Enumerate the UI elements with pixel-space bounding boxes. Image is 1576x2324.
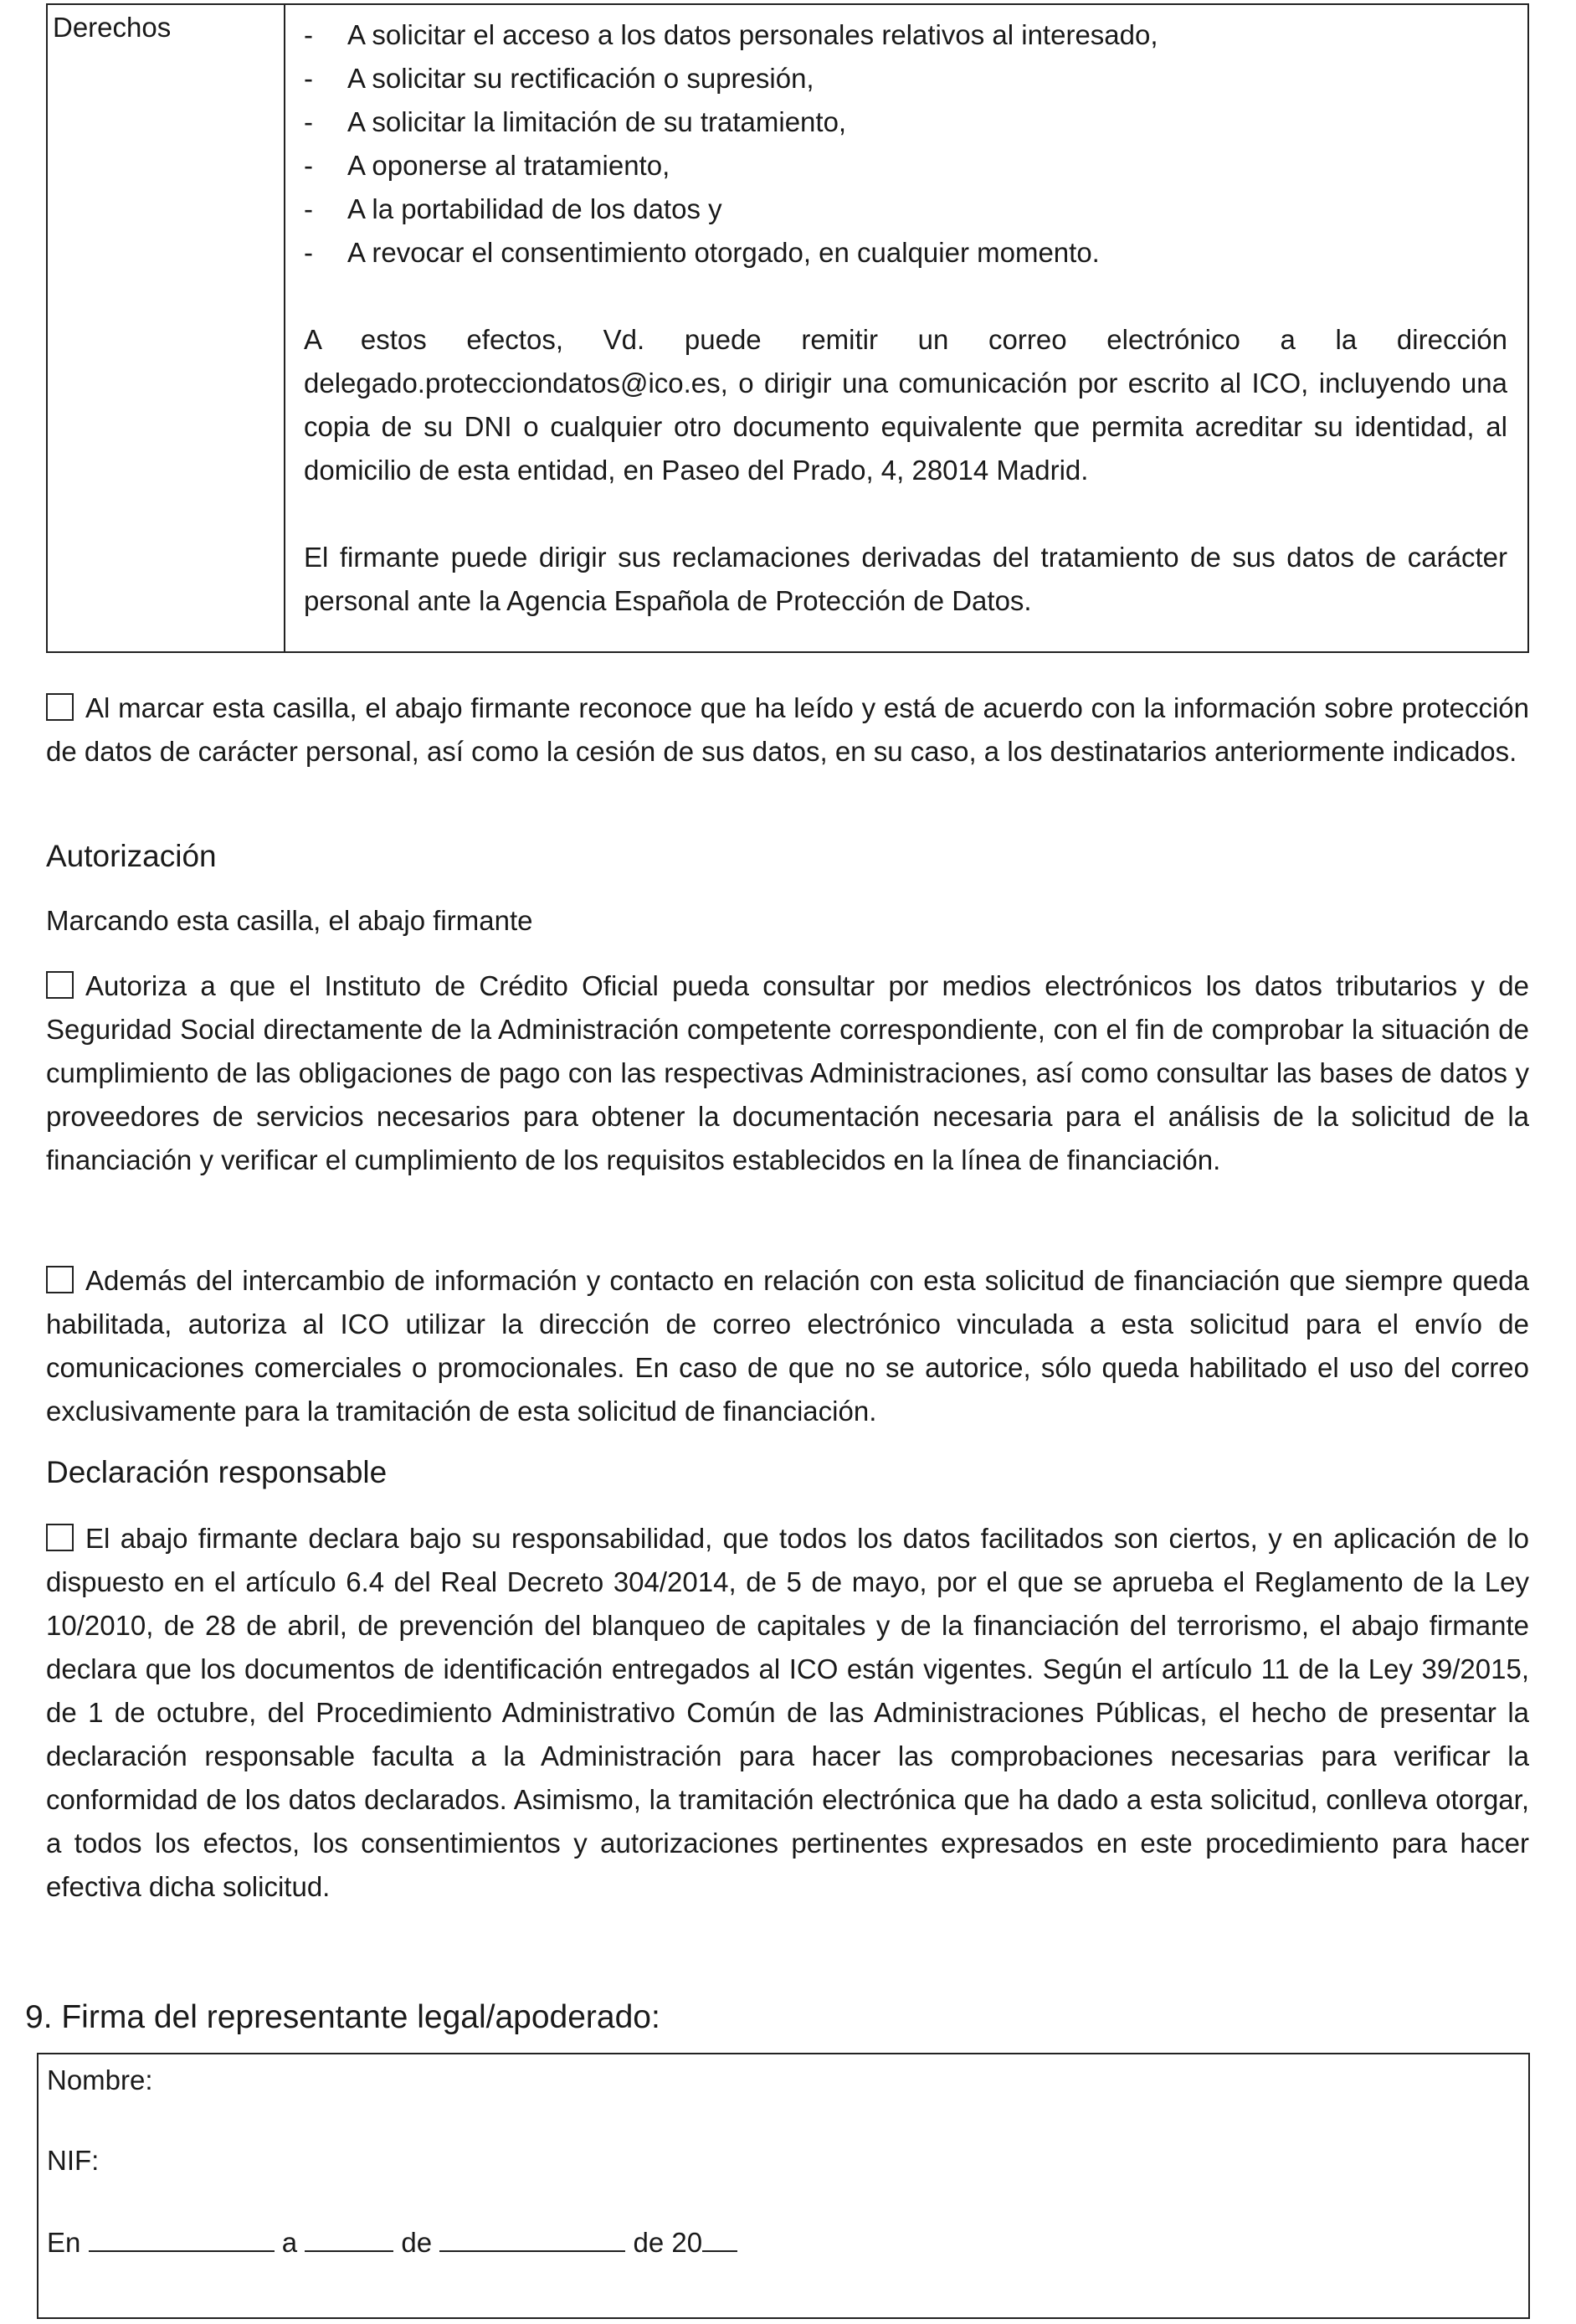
authorization-consult: Autoriza a que el Instituto de Crédito Oficial pueda consultar por medios electrónicos los datos tributarios y de Seguridad Social directamente de la Administración competente correspondiente, con el fin de comprobar la situación de cumplimiento de las obligaciones de pago con las respectivas Administraciones, así como consultar las bases de datos y proveedores de servicios necesarios para obtener la documentación necesaria para el análisis de la solicitud de la financiación y verificar el cumplimiento de los requisitos establecidos en la línea de financiación. [46,970,1529,1175]
rights-list-item: - A solicitar su rectificación o supresión, [304,63,814,94]
rights-contact-paragraph: A estos efectos, Vd. puede remitir un correo electrónico a la dirección delegado.protecciondatos@ico.es, o dirigir una comunicación por escrito al ICO, incluyendo una copia de su DNI o cualquier otro documento equivalente que permita acreditar su identidad, al domicilio de esta entidad, en Paseo del Prado, 4, 28014 Madrid. [304,324,1507,486]
rights-list-item: - A oponerse al tratamiento, [304,150,670,181]
rights-list-item: - A revocar el consentimiento otorgado, en cualquier momento. [304,237,1100,268]
rights-label: Derechos [48,5,285,651]
nif-label: NIF: [47,2145,100,2176]
year-field[interactable] [702,2227,737,2252]
declaration-checkbox[interactable] [46,1524,74,1551]
authorization-intro: Marcando esta casilla, el abajo firmante [46,905,533,936]
rights-content [285,5,1527,651]
rights-claims-paragraph: El firmante puede dirigir sus reclamaciones derivadas del tratamiento de sus datos de carácter personal ante la Agencia Española de Protección de Datos. [304,542,1507,616]
declaration-text: El abajo firmante declara bajo su responsabilidad, que todos los datos facilitados son ciertos, y en aplicación de lo dispuesto en el artículo 6.4 del Real Decreto 304/2014, de 5 de mayo, por el que se aprueba el Reglamento de la Ley 10/2010, de 28 de abril, de prevención del blanqueo de capitales y de la financiación del terrorismo, el abajo firmante declara que los documentos de identificación entregados al ICO están vigentes. Según el artículo 11 de la Ley 39/2015, de 1 de octubre, del Procedimiento Administrativo Común de las Administraciones Públicas, el hecho de presentar la declaración responsable faculta a la Administración para hacer las comprobaciones necesarias para verificar la conformidad de los datos declarados. Asimismo, la tramitación electrónica que ha dado a esta solicitud, conlleva otorgar, a todos los efectos, los consentimientos y autorizaciones pertinentes expresados en este procedimiento para hacer efectiva dicha solicitud. [46,1523,1529,1902]
authorization-heading: Autorización [46,839,217,873]
authorization-commercial-checkbox[interactable] [46,1266,74,1293]
signature-box [37,2053,1530,2319]
rights-list-item: - A solicitar la limitación de su tratamiento, [304,106,847,137]
name-label: Nombre: [47,2064,153,2095]
signature-section-title: 9. Firma del representante legal/apoderado: [25,1999,660,2035]
month-field[interactable] [439,2227,625,2252]
place-field[interactable] [89,2227,275,2252]
data-protection-consent: Al marcar esta casilla, el abajo firmante reconoce que ha leído y está de acuerdo con la información sobre protección de datos de carácter personal, así como la cesión de sus datos, en su caso, a los destinatarios anteriormente indicados. [46,692,1529,767]
data-protection-checkbox[interactable] [46,693,74,721]
rights-table [46,3,1529,653]
declaration-heading: Declaración responsable [46,1455,388,1489]
authorization-consult-checkbox[interactable] [46,971,74,999]
authorization-commercial: Además del intercambio de información y contacto en relación con esta solicitud de financiación que siempre queda habilitada, autoriza al ICO utilizar la dirección de correo electrónico vinculada a esta solicitud para el envío de comunicaciones comerciales o promocionales. En caso de que no se autorice, sólo queda habilitado el uso del correo exclusivamente para la tramitación de esta solicitud de financiación. [46,1265,1529,1427]
rights-list-item: - A solicitar el acceso a los datos personales relativos al interesado, [304,19,1158,50]
place-date-line: En a de de 20 [47,2227,737,2259]
rights-list-item: - A la portabilidad de los datos y [304,193,722,224]
day-field[interactable] [305,2227,393,2252]
rights-list [304,13,1507,275]
